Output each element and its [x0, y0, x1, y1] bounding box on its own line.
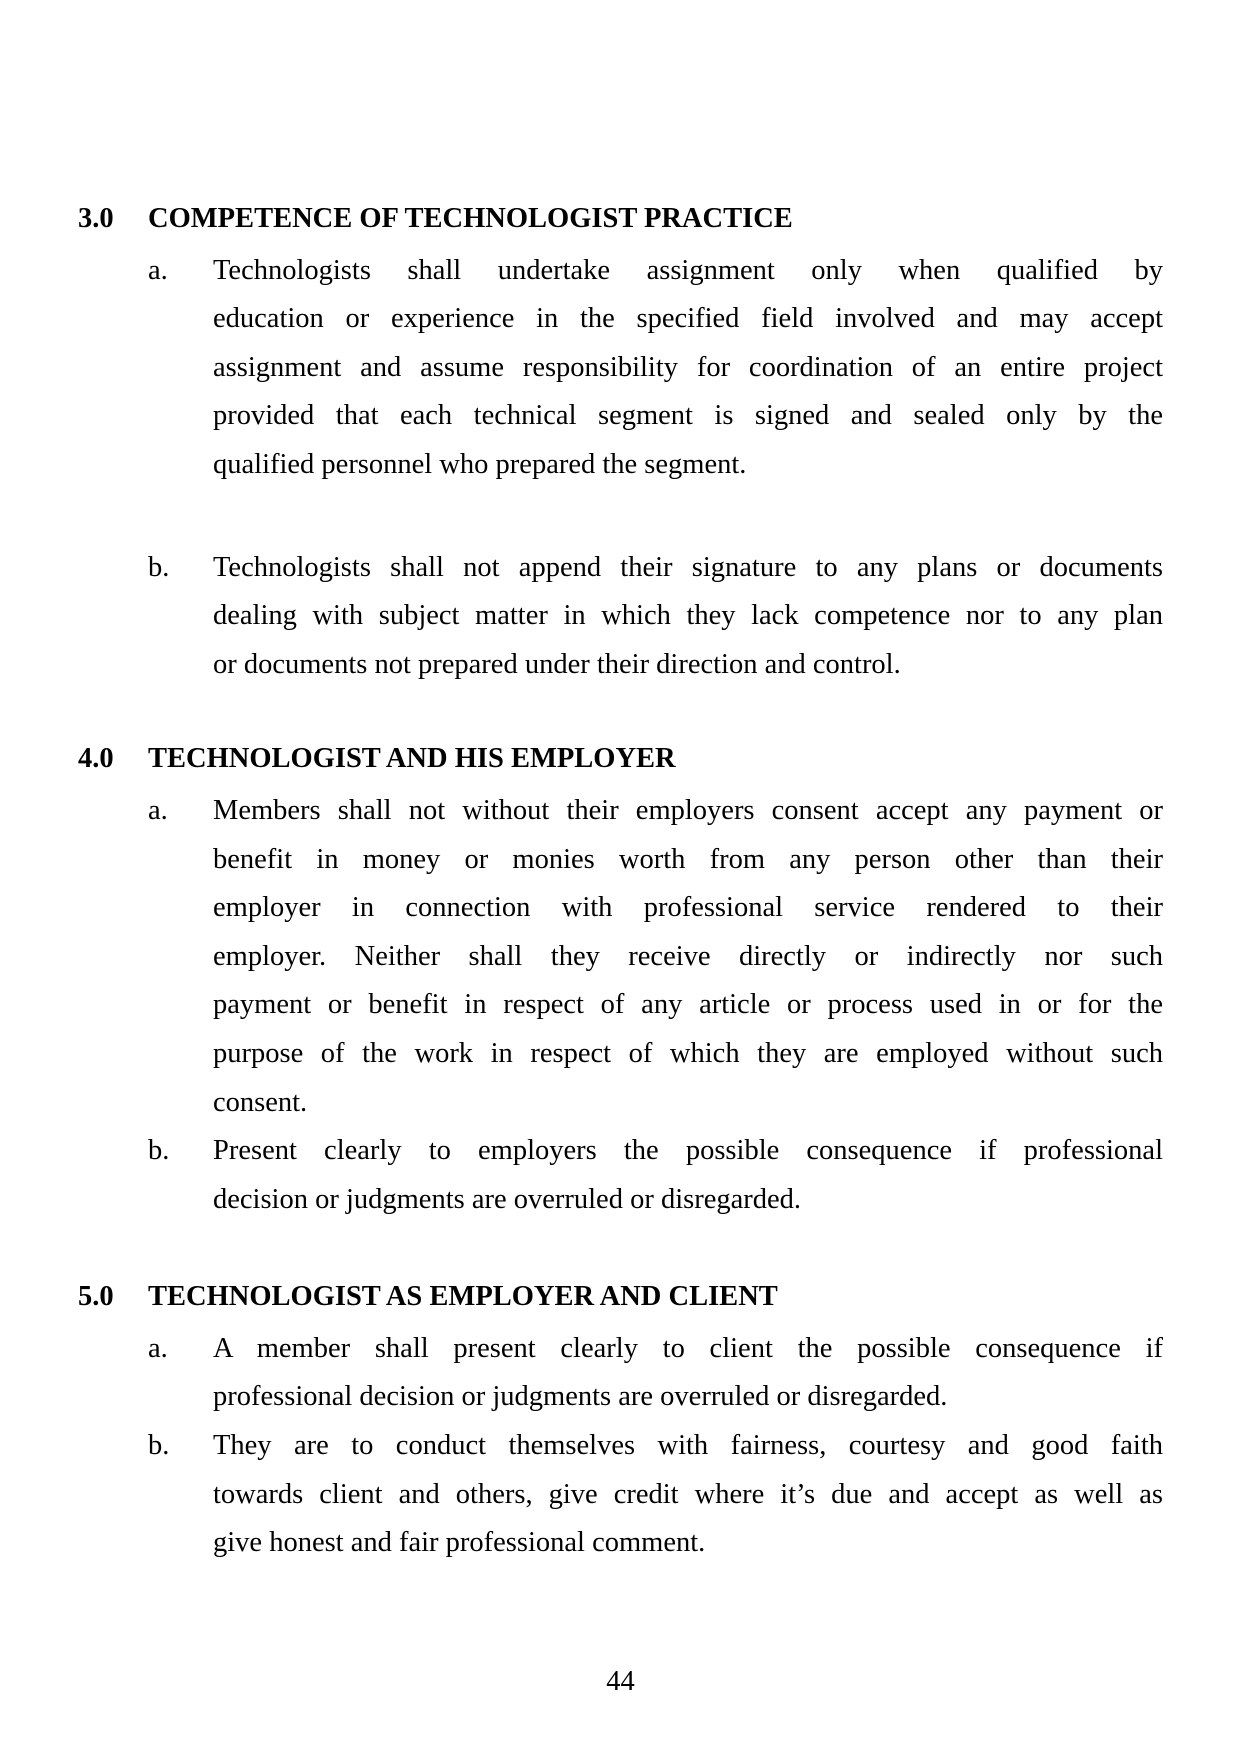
paragraph-line: give honest and fair professional comment.: [213, 1527, 706, 1559]
paragraph-line: assignment and assume responsibility for coordination of an entire project: [213, 351, 1163, 383]
paragraph-line: decision or judgments are overruled or disregarded.: [213, 1183, 802, 1215]
section-5: [78, 1273, 1163, 1568]
paragraph-line: employer. Neither shall they receive directly or indirectly nor such: [213, 940, 1163, 972]
paragraph-line: Members shall not without their employers consent accept any payment or: [213, 794, 1163, 826]
paragraph-line: Present clearly to employers the possible consequence if professional: [213, 1135, 1163, 1167]
item-body: [213, 1422, 1163, 1568]
section-5-items: [78, 1325, 1163, 1568]
section-4: [78, 735, 1163, 1224]
item-body: [213, 787, 1163, 1127]
section-title: COMPETENCE OF TECHNOLOGIST PRACTICE: [148, 203, 793, 234]
item-letter: a.: [148, 794, 168, 826]
section-number: 3.0: [78, 203, 114, 234]
paragraph-line: consent.: [213, 1086, 308, 1118]
item-letter: a.: [148, 254, 168, 286]
paragraph-line: purpose of the work in respect of which they are employed without such: [213, 1037, 1163, 1069]
list-item-3b: [78, 544, 1163, 690]
paragraph-line: payment or benefit in respect of any article or process used in or for the: [213, 989, 1163, 1021]
list-item-4b: [78, 1127, 1163, 1224]
item-body: [213, 1325, 1163, 1422]
list-item-5b: [78, 1422, 1163, 1568]
item-letter: a.: [148, 1332, 168, 1364]
paragraph-line: benefit in money or monies worth from any person other than their: [213, 843, 1163, 875]
paragraph-line: They are to conduct themselves with fairness, courtesy and good faith: [213, 1430, 1163, 1462]
section-number: 4.0: [78, 743, 114, 775]
list-item-5a: [78, 1325, 1163, 1422]
paragraph-line: A member shall present clearly to client the possible consequence if: [213, 1332, 1163, 1364]
item-letter: b.: [148, 551, 170, 583]
section-3-heading: [78, 195, 1163, 244]
section-5-heading: [78, 1273, 1163, 1322]
item-letter: b.: [148, 1135, 170, 1167]
section-title: TECHNOLOGIST AS EMPLOYER AND CLIENT: [148, 1281, 778, 1313]
section-4-heading: [78, 735, 1163, 784]
list-item-3a: [78, 247, 1163, 490]
paragraph-line: professional decision or judgments are overruled or disregarded.: [213, 1381, 948, 1413]
section-3: [78, 195, 1163, 689]
paragraph-line: dealing with subject matter in which they lack competence nor to any plan: [213, 600, 1163, 632]
item-body: [213, 1127, 1163, 1224]
paragraph-line: qualified personnel who prepared the segment.: [213, 448, 747, 480]
paragraph-line: provided that each technical segment is signed and sealed only by the: [213, 400, 1163, 432]
item-body: [213, 544, 1163, 690]
section-4-items: [78, 787, 1163, 1224]
list-item-4a: [78, 787, 1163, 1127]
section-3-items: [78, 247, 1163, 690]
item-body: [213, 247, 1163, 490]
paragraph-line: or documents not prepared under their direction and control.: [213, 648, 901, 680]
paragraph-line: Technologists shall not append their signature to any plans or documents: [213, 551, 1163, 583]
section-number: 5.0: [78, 1281, 114, 1313]
section-title: TECHNOLOGIST AND HIS EMPLOYER: [148, 743, 676, 775]
page-number: 44: [606, 1665, 635, 1697]
paragraph-line: Technologists shall undertake assignment only when qualified by: [213, 254, 1163, 286]
paragraph-line: employer in connection with professional service rendered to their: [213, 892, 1163, 924]
item-letter: b.: [148, 1430, 170, 1462]
paragraph-line: education or experience in the specified field involved and may accept: [213, 303, 1163, 335]
paragraph-line: towards client and others, give credit where it’s due and accept as well as: [213, 1478, 1163, 1510]
